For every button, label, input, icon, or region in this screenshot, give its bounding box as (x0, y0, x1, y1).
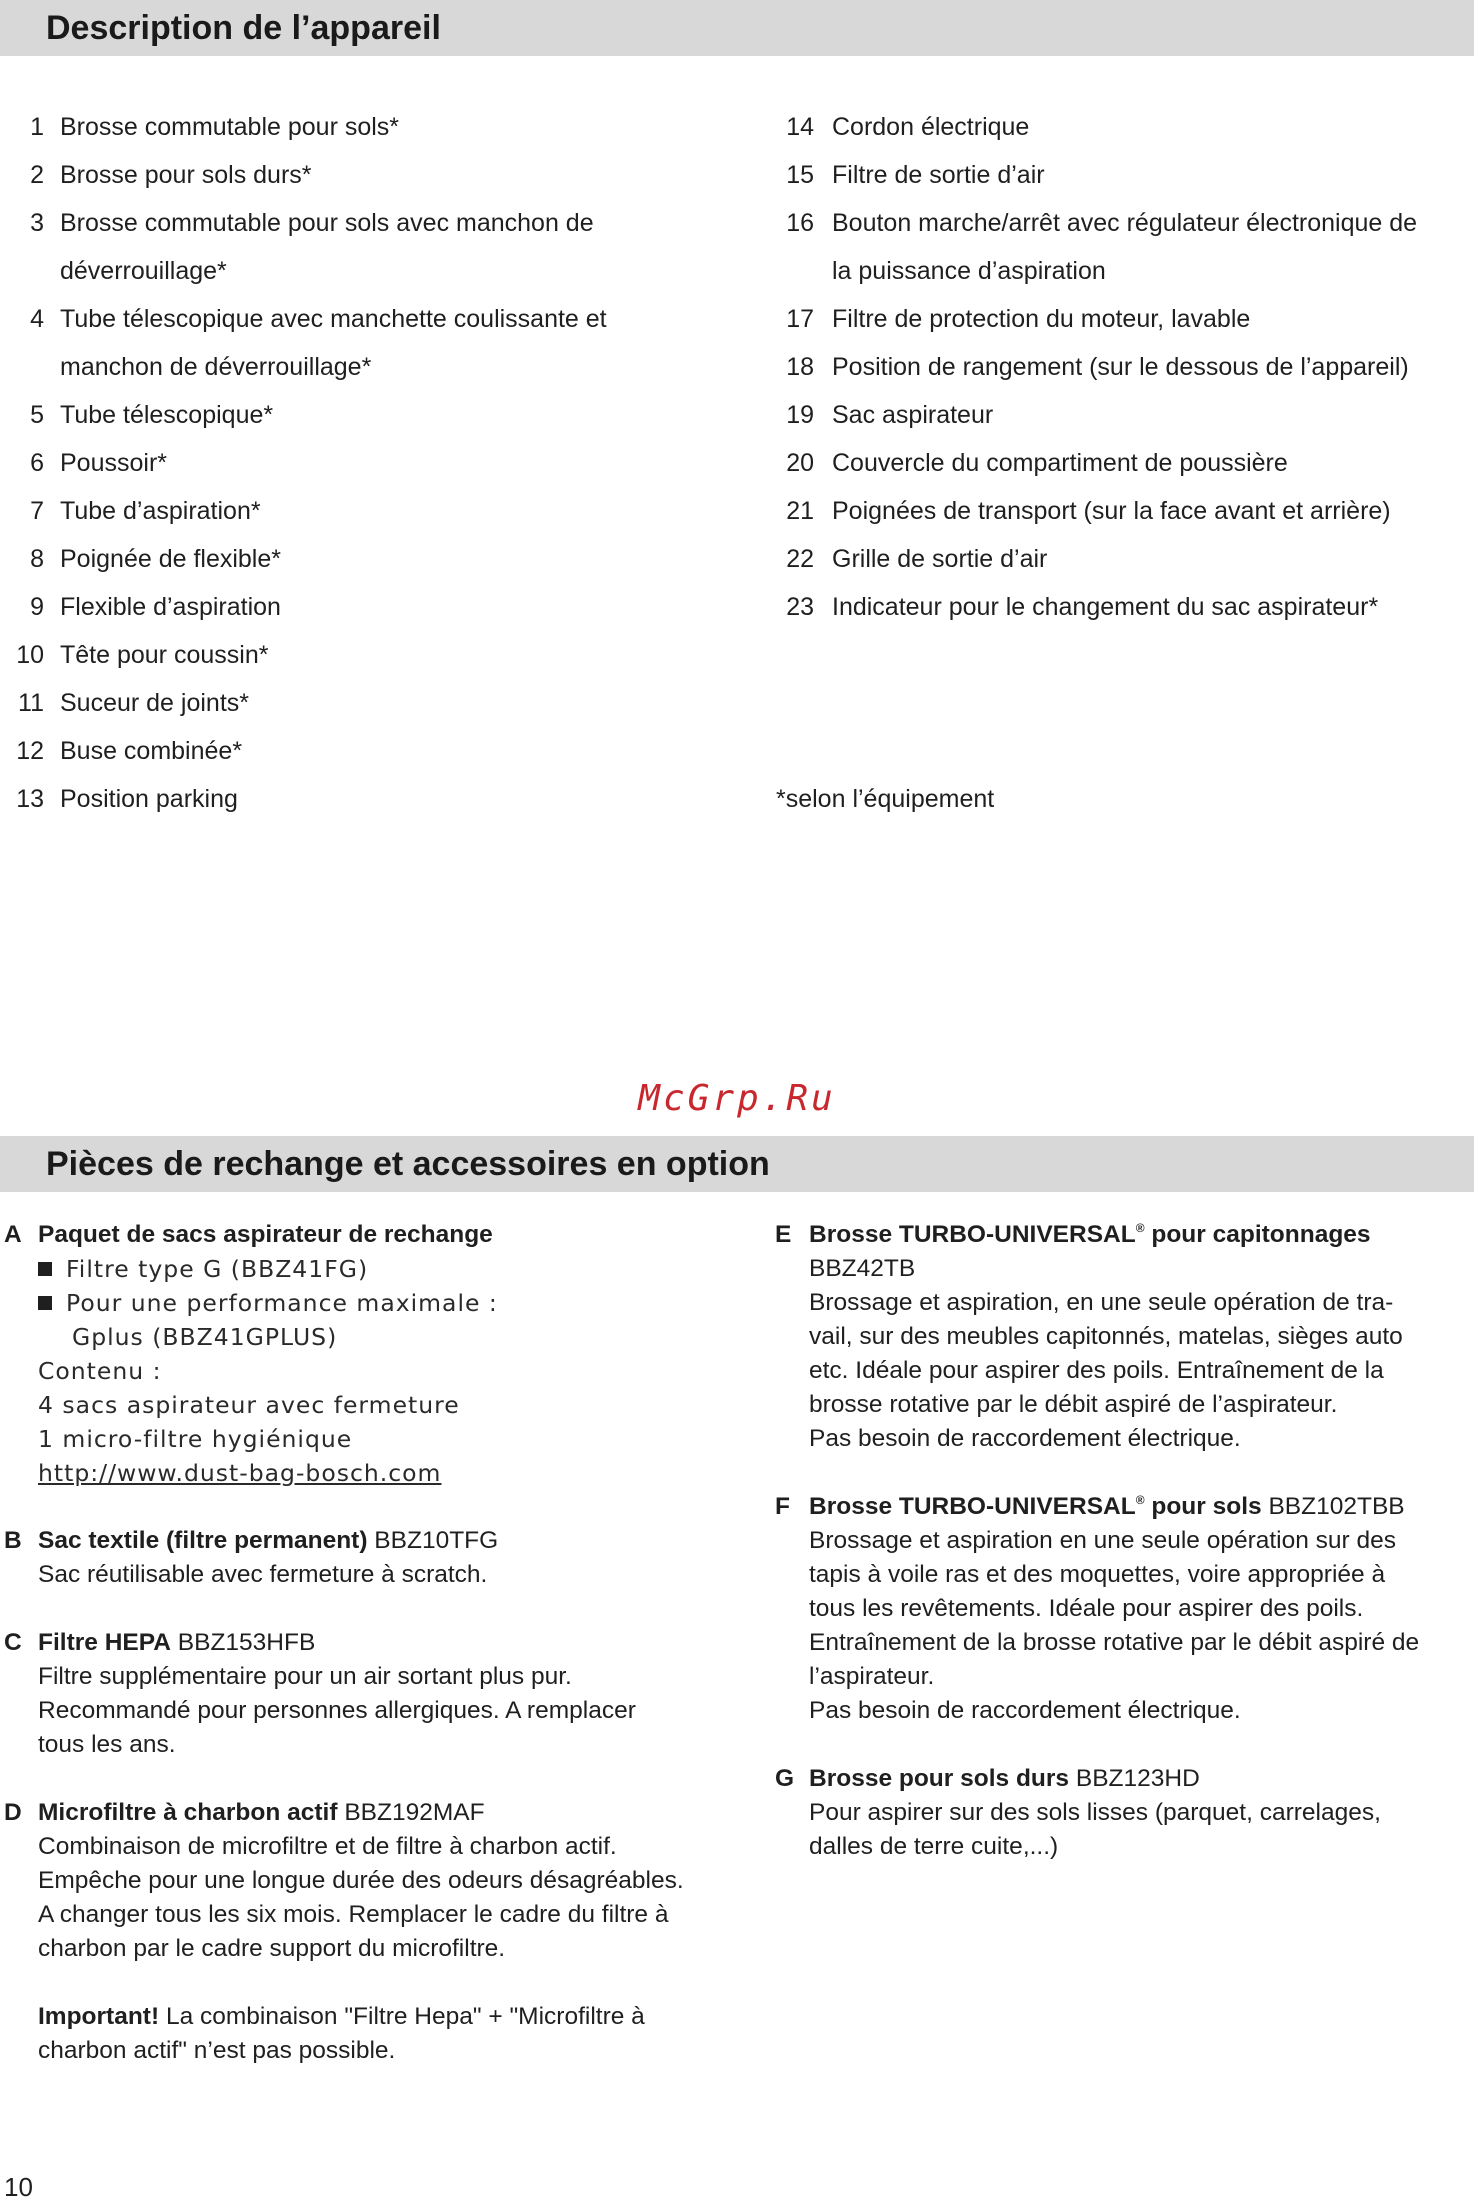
accessory-g (775, 1762, 1470, 1864)
item-number: 17 (786, 305, 814, 333)
bullet-text-cont: Gplus (BBZ41GPLUS) (72, 1323, 338, 1351)
item-number: 1 (30, 113, 44, 141)
item-text-cont: la puissance d’aspiration (832, 257, 1106, 285)
item-text: Brosse commutable pour sols* (60, 113, 400, 141)
item-text: Bouton marche/arrêt avec régulateur électronique de (832, 209, 1418, 237)
item-letter: D (4, 1799, 22, 1826)
item-text: Poussoir* (60, 449, 167, 477)
item-number: 18 (786, 353, 814, 381)
item-text-cont: manchon de déverrouillage* (60, 353, 372, 381)
item-text: Tube d’aspiration* (60, 497, 261, 525)
item-title-cont: pour sols (1151, 1493, 1262, 1520)
item-text: l’aspirateur. (809, 1663, 935, 1690)
item-title: Sac textile (filtre permanent) (38, 1527, 368, 1554)
item-number: 12 (16, 737, 44, 765)
item-number: 22 (786, 545, 814, 573)
item-text: Pas besoin de raccordement électrique. (809, 1697, 1241, 1724)
important-text: charbon actif" n’est pas possible. (38, 2037, 396, 2064)
item-title: Brosse TURBO-UNIVERSAL (809, 1493, 1136, 1520)
item-text: brosse rotative par le débit aspiré de l’aspirateur. (809, 1391, 1338, 1418)
item-number: 14 (786, 113, 814, 141)
item-title: Brosse TURBO-UNIVERSAL (809, 1221, 1136, 1248)
item-text: Filtre supplémentaire pour un air sortant plus pur. (38, 1663, 572, 1690)
item-number: 11 (18, 689, 44, 717)
parts-list-item (780, 103, 1460, 151)
item-text: Poignée de flexible* (60, 545, 281, 573)
accessory-b (4, 1524, 744, 1592)
parts-list-item (14, 439, 734, 487)
item-text: Entraînement de la brosse rotative par le débit aspiré de (809, 1629, 1420, 1656)
item-text: Couvercle du compartiment de poussière (832, 449, 1288, 477)
item-text: charbon par le cadre support du microfiltre. (38, 1935, 506, 1962)
item-text: vail, sur des meubles capitonnés, matelas, sièges auto (809, 1323, 1403, 1350)
item-letter: E (775, 1221, 792, 1248)
important-label: Important! (38, 2003, 160, 2030)
item-text: Tête pour coussin* (60, 641, 269, 669)
item-number: 23 (786, 593, 814, 621)
accessory-c (4, 1626, 744, 1762)
item-text: Pour aspirer sur des sols lisses (parquet, carrelages, (809, 1799, 1381, 1826)
parts-list-item (780, 391, 1460, 439)
item-text: Filtre de protection du moteur, lavable (832, 305, 1251, 333)
item-letter: A (4, 1221, 22, 1248)
item-text: Recommandé pour personnes allergiques. A remplacer (38, 1697, 636, 1724)
item-title: Paquet de sacs aspirateur de rechange (38, 1221, 493, 1248)
item-text: Brossage et aspiration, en une seule opération de tra- (809, 1289, 1394, 1316)
item-text: Filtre de sortie d’air (832, 161, 1045, 189)
parts-list-item (14, 631, 734, 679)
contents-line: 4 sacs aspirateur avec fermeture (38, 1391, 460, 1419)
contents-line: 1 micro-filtre hygiénique (38, 1425, 353, 1453)
parts-list-item (780, 343, 1460, 391)
item-text: Empêche pour une longue durée des odeurs désagréables. (38, 1867, 684, 1894)
item-code: BBZ102TBB (1268, 1493, 1405, 1520)
item-text: A changer tous les six mois. Remplacer le cadre du filtre à (38, 1901, 669, 1928)
item-title: Brosse pour sols durs (809, 1765, 1070, 1792)
item-code: BBZ153HFB (177, 1629, 316, 1656)
important-text: La combinaison "Filtre Hepa" + "Microfiltre à (165, 2003, 645, 2030)
parts-list-item (14, 535, 734, 583)
item-title: Filtre HEPA (38, 1629, 171, 1656)
item-number: 3 (30, 209, 44, 237)
bullet-square-icon (38, 1262, 52, 1276)
accessory-a (4, 1218, 744, 1490)
item-number: 19 (786, 401, 814, 429)
item-text: Position de rangement (sur le dessous de l’appareil) (832, 353, 1409, 381)
accessories-left-column (4, 1218, 744, 2068)
parts-list-item (14, 679, 734, 727)
item-text: Tube télescopique avec manchette coulissante et (60, 305, 607, 333)
parts-list-item (14, 199, 734, 295)
accessories-right-column (775, 1218, 1470, 1864)
parts-list-item (14, 295, 734, 391)
item-letter: C (4, 1629, 22, 1656)
item-title: Microfiltre à charbon actif (38, 1799, 338, 1826)
parts-list-item (780, 151, 1460, 199)
item-text: Brossage et aspiration en une seule opération sur des (809, 1527, 1397, 1554)
item-number: 2 (30, 161, 44, 189)
bullet-text: Pour une performance maximale : (66, 1289, 498, 1317)
footnote: *selon l’équipement (776, 785, 995, 813)
registered-mark: ® (1135, 1221, 1145, 1235)
bullet-square-icon (38, 1296, 52, 1310)
contents-label: Contenu : (38, 1357, 162, 1385)
item-number: 8 (30, 545, 44, 573)
parts-list-item (14, 151, 734, 199)
item-text: Pas besoin de raccordement électrique. (809, 1425, 1241, 1452)
item-text: Brosse commutable pour sols avec manchon de (60, 209, 594, 237)
item-number: 9 (30, 593, 44, 621)
item-title-cont: pour capitonnages (1151, 1221, 1371, 1248)
item-letter: F (775, 1493, 790, 1520)
item-number: 4 (30, 305, 44, 333)
item-text: Position parking (60, 785, 238, 813)
item-number: 15 (786, 161, 814, 189)
bullet-text: Filtre type G (BBZ41FG) (66, 1255, 369, 1283)
item-text: Brosse pour sols durs* (60, 161, 312, 189)
parts-list-item (14, 103, 734, 151)
watermark: McGrp.Ru (638, 1078, 836, 1119)
item-text: Buse combinée* (60, 737, 243, 765)
parts-list-item (14, 583, 734, 631)
item-number: 21 (786, 497, 814, 525)
item-text: Combinaison de microfiltre et de filtre à charbon actif. (38, 1833, 617, 1860)
parts-list-left (14, 103, 734, 823)
item-text: Indicateur pour le changement du sac aspirateur* (832, 593, 1379, 621)
accessory-d (4, 1796, 744, 2068)
item-text: Suceur de joints* (60, 689, 250, 717)
parts-list-item (14, 727, 734, 775)
parts-list-item (780, 583, 1460, 631)
item-code: BBZ123HD (1075, 1765, 1200, 1792)
parts-list-item (14, 487, 734, 535)
item-text: Poignées de transport (sur la face avant et arrière) (832, 497, 1391, 525)
item-text-cont: déverrouillage* (60, 257, 227, 285)
item-text: etc. Idéale pour aspirer des poils. Entraînement de la (809, 1357, 1384, 1384)
section-title-accessories: Pièces de rechange et accessoires en option (0, 1136, 1474, 1192)
section-title-description: Description de l’appareil (0, 0, 1474, 56)
parts-list-item (14, 391, 734, 439)
item-text: Sac aspirateur (832, 401, 994, 429)
parts-list-item (780, 535, 1460, 583)
item-text: Cordon électrique (832, 113, 1030, 141)
item-text: Sac réutilisable avec fermeture à scratch. (38, 1561, 488, 1588)
item-number: 10 (16, 641, 44, 669)
item-number: 7 (30, 497, 44, 525)
item-text: dalles de terre cuite,...) (809, 1833, 1059, 1860)
item-code: BBZ192MAF (344, 1799, 485, 1826)
item-code: BBZ42TB (809, 1255, 916, 1282)
item-text: tous les ans. (38, 1731, 176, 1758)
item-number: 6 (30, 449, 44, 477)
dust-bag-link[interactable]: http://www.dust-bag-bosch.com (38, 1459, 442, 1487)
item-number: 5 (30, 401, 44, 429)
registered-mark: ® (1135, 1493, 1145, 1507)
parts-list-item (780, 199, 1460, 295)
parts-list-right (780, 103, 1460, 631)
accessory-e (775, 1218, 1470, 1456)
item-code: BBZ10TFG (374, 1527, 499, 1554)
accessory-f (775, 1490, 1470, 1728)
item-text: tapis à voile ras et des moquettes, voire appropriée à (809, 1561, 1386, 1588)
item-number: 13 (16, 785, 44, 813)
item-number: 20 (786, 449, 814, 477)
parts-list-item (780, 439, 1460, 487)
parts-list-item (780, 487, 1460, 535)
page-number: 10 (4, 2172, 33, 2202)
item-text: Flexible d’aspiration (60, 593, 281, 621)
item-letter: B (4, 1527, 22, 1554)
item-text: Tube télescopique* (60, 401, 274, 429)
item-letter: G (775, 1765, 795, 1792)
parts-list-item (780, 295, 1460, 343)
item-number: 16 (786, 209, 814, 237)
item-text: tous les revêtements. Idéale pour aspirer des poils. (809, 1595, 1364, 1622)
item-text: Grille de sortie d’air (832, 545, 1048, 573)
parts-list-item (14, 775, 734, 823)
